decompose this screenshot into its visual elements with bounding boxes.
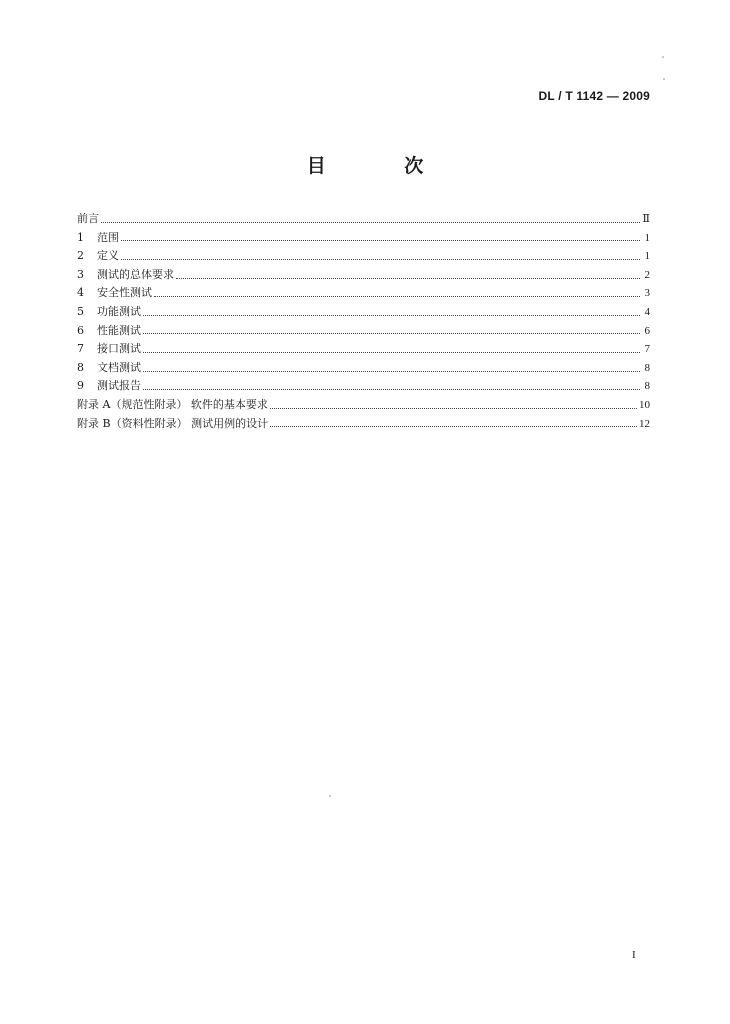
toc-entry-page: Ⅱ bbox=[642, 213, 650, 225]
toc-entry-label: 性能测试 bbox=[97, 323, 141, 337]
toc-title: 目 次 bbox=[306, 155, 460, 177]
scan-speck bbox=[663, 78, 665, 80]
toc-leader bbox=[154, 296, 640, 297]
toc-entry-number: 3 bbox=[77, 267, 84, 281]
toc-entry-test-report[interactable] bbox=[77, 377, 650, 396]
toc-entry-label: 接口测试 bbox=[97, 342, 141, 356]
toc-leader bbox=[270, 408, 637, 409]
toc-entry-page: 2 bbox=[644, 268, 650, 281]
toc-leader bbox=[176, 278, 640, 279]
toc-entry-number: 2 bbox=[77, 249, 84, 263]
toc-leader bbox=[121, 240, 640, 241]
toc-leader bbox=[143, 371, 640, 372]
toc-entry-number: 1 bbox=[77, 230, 84, 244]
document-code: DL / T 1142 — 2009 bbox=[538, 89, 650, 103]
toc-entry-number: 6 bbox=[77, 323, 84, 337]
toc-entry-label: 附录 B（资料性附录） 测试用例的设计 bbox=[77, 416, 269, 430]
toc-entry-page: 3 bbox=[644, 287, 650, 300]
toc-entry-label: 安全性测试 bbox=[97, 286, 152, 300]
toc-entry-definitions[interactable] bbox=[77, 247, 650, 266]
toc-entry-page: 12 bbox=[639, 417, 650, 430]
toc-entry-scope[interactable] bbox=[77, 229, 650, 248]
toc-leader bbox=[143, 352, 640, 353]
toc-entry-appendix-b[interactable] bbox=[77, 415, 650, 434]
toc-entry-page: 10 bbox=[639, 398, 650, 411]
toc-entry-number: 8 bbox=[77, 360, 84, 374]
toc-entry-label: 定义 bbox=[97, 249, 119, 263]
toc-leader bbox=[101, 222, 640, 223]
toc-leader bbox=[143, 389, 640, 390]
toc-entry-label: 功能测试 bbox=[97, 304, 141, 318]
toc-entry-appendix-a[interactable] bbox=[77, 396, 650, 415]
toc-leader bbox=[143, 315, 640, 316]
table-of-contents bbox=[77, 210, 650, 433]
scan-speck bbox=[329, 795, 331, 797]
toc-leader bbox=[270, 426, 637, 427]
toc-entry-page: 6 bbox=[644, 324, 650, 337]
page-number: I bbox=[632, 949, 636, 961]
toc-entry-page: 8 bbox=[644, 380, 650, 393]
toc-entry-label: 范围 bbox=[97, 230, 119, 244]
toc-leader bbox=[143, 333, 640, 334]
toc-entry-label: 附录 A（规范性附录） 软件的基本要求 bbox=[77, 397, 268, 411]
toc-entry-number: 5 bbox=[77, 304, 84, 318]
toc-entry-number: 7 bbox=[77, 342, 84, 356]
toc-entry-page: 1 bbox=[644, 231, 650, 244]
toc-leader bbox=[121, 259, 640, 260]
toc-entry-document-test[interactable] bbox=[77, 359, 650, 378]
toc-entry-general-requirements[interactable] bbox=[77, 266, 650, 285]
toc-entry-security-test[interactable] bbox=[77, 284, 650, 303]
toc-entry-number: 4 bbox=[77, 286, 84, 300]
toc-entry-page: 8 bbox=[644, 361, 650, 374]
toc-entry-page: 7 bbox=[644, 343, 650, 356]
toc-entry-label: 文档测试 bbox=[97, 360, 141, 374]
toc-entry-label: 前言 bbox=[77, 212, 99, 225]
scan-speck bbox=[662, 56, 664, 58]
toc-entry-preface[interactable] bbox=[77, 210, 650, 229]
toc-entry-performance-test[interactable] bbox=[77, 322, 650, 341]
toc-entry-page: 1 bbox=[644, 250, 650, 263]
toc-entry-number: 9 bbox=[77, 379, 84, 393]
toc-entry-label: 测试的总体要求 bbox=[97, 267, 174, 281]
toc-entry-page: 4 bbox=[644, 305, 650, 318]
toc-entry-label: 测试报告 bbox=[97, 379, 141, 393]
toc-entry-interface-test[interactable] bbox=[77, 340, 650, 359]
toc-entry-function-test[interactable] bbox=[77, 303, 650, 322]
